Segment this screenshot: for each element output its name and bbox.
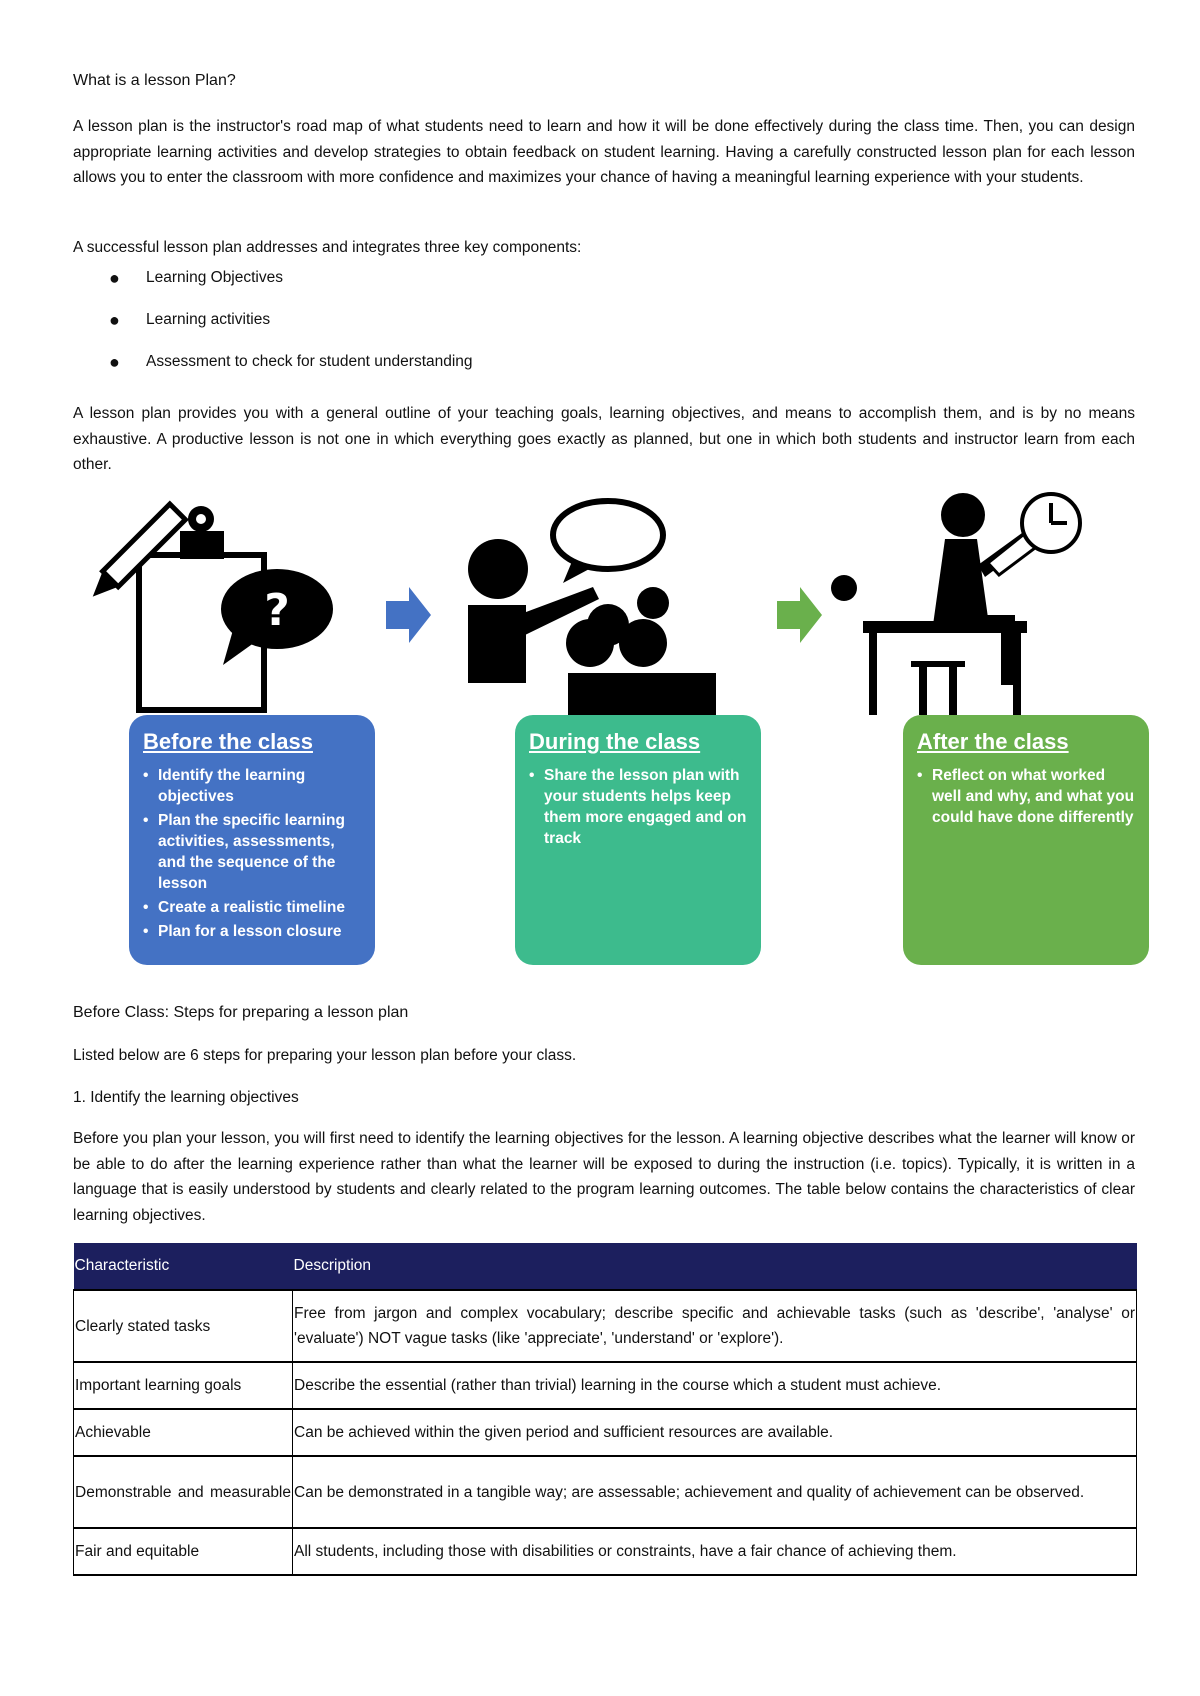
arrow-right-icon <box>777 587 822 643</box>
lesson-phases-infographic <box>73 475 1163 965</box>
list-item: • Plan for a lesson closure <box>143 921 361 942</box>
table-header: Characteristic <box>74 1243 293 1290</box>
outline-paragraph: A lesson plan provides you with a general outline of your teaching goals, learning objectives, and means to accomplish them, and is by no means exhaustive. A productive lesson is not one in which everything goes exactly as planned, but one in which both students and instructor learn from each other. <box>73 405 1135 473</box>
list-item: • Create a realistic timeline <box>143 897 361 918</box>
table-cell: Can be demonstrated in a tangible way; are assessable; achievement and quality of achievement can be observed. <box>293 1456 1137 1528</box>
page-title: What is a lesson Plan? <box>73 72 236 89</box>
objectives-table <box>73 1243 1137 1576</box>
infographic-illustrations <box>73 475 1163 715</box>
reflection-desk-icon <box>831 493 1041 715</box>
during-class-card <box>515 715 761 965</box>
question-bubble-icon <box>221 569 333 665</box>
after-class-card <box>903 715 1149 965</box>
list-item: • Identify the learning objectives <box>143 765 361 807</box>
table-cell: Demonstrable and measurable <box>74 1456 293 1528</box>
table-row <box>74 1362 1137 1409</box>
step1-paragraph: Before you plan your lesson, you will first need to identify the learning objectives for the lesson. A learning objective describes what the learner will know or be able to do after the learning experience rather than what the learner will be exposed to during the instruction (i.e. topics). Typically, it is written in a language that is easily understood by students and clearly related to the program learning outcomes. The table below contains the characteristics of clear learning objectives. <box>73 1130 1135 1224</box>
card-title: After the class <box>917 729 1069 754</box>
table-row <box>74 1290 1137 1362</box>
components-intro: A successful lesson plan addresses and integrates three key components: <box>73 239 582 256</box>
table-row <box>74 1528 1137 1575</box>
card-title: During the class <box>529 729 701 754</box>
table-cell: All students, including those with disabilities or constraints, have a fair chance of achieving them. <box>293 1528 1137 1575</box>
intro-paragraph: A lesson plan is the instructor's road map of what students need to learn and how it will be done effectively during the class time. Then, you can design appropriate learning activities and develop strategies to obtain feedback on student learning. Having a carefully constructed lesson plan for each lesson allows you to enter the classroom with more confidence and maximizes your chance of having a meaningful learning experience with your students. <box>73 118 1135 186</box>
bullet-icon: ● <box>109 310 120 330</box>
list-item: ● Learning activities <box>109 310 271 330</box>
list-item: • Plan the specific learning activities, assessments, and the sequence of the lesson <box>143 810 361 894</box>
table-cell: Important learning goals <box>74 1362 293 1409</box>
before-class-card <box>129 715 375 965</box>
step-heading: 1. Identify the learning objectives <box>73 1089 299 1106</box>
table-cell: Fair and equitable <box>74 1528 293 1575</box>
card-title: Before the class <box>143 729 313 754</box>
steps-intro: Listed below are 6 steps for preparing your lesson plan before your class. <box>73 1047 577 1064</box>
components-list <box>73 268 473 394</box>
section-heading: Before Class: Steps for preparing a lesson plan <box>73 1004 409 1021</box>
arrow-right-icon <box>386 587 431 643</box>
list-item: ● Learning Objectives <box>109 268 283 288</box>
bullet-icon: ● <box>109 352 120 372</box>
table-cell: Achievable <box>74 1409 293 1456</box>
bullet-icon: ● <box>109 268 120 288</box>
table-cell: Free from jargon and complex vocabulary; describe specific and achievable tasks (such as 'describe', 'analyse' or 'evaluate') NOT vague tasks (like 'appreciate', 'understand' or 'explore'). <box>293 1290 1137 1362</box>
table-row <box>74 1409 1137 1456</box>
svg-text:?: ? <box>264 585 290 636</box>
table-header: Description <box>293 1243 1137 1290</box>
table-row <box>74 1456 1137 1528</box>
table-cell: Clearly stated tasks <box>74 1290 293 1362</box>
list-item: • Reflect on what worked well and why, and what you could have done differently <box>917 765 1135 828</box>
list-item: • Share the lesson plan with your students helps keep them more engaged and on track <box>529 765 747 849</box>
table-cell: Describe the essential (rather than trivial) learning in the course which a student must achieve. <box>293 1362 1137 1409</box>
clock-icon <box>1022 494 1080 552</box>
table-cell: Can be achieved within the given period and sufficient resources are available. <box>293 1409 1137 1456</box>
list-item: ● Assessment to check for student understanding <box>109 352 473 372</box>
teacher-students-icon <box>468 501 716 715</box>
